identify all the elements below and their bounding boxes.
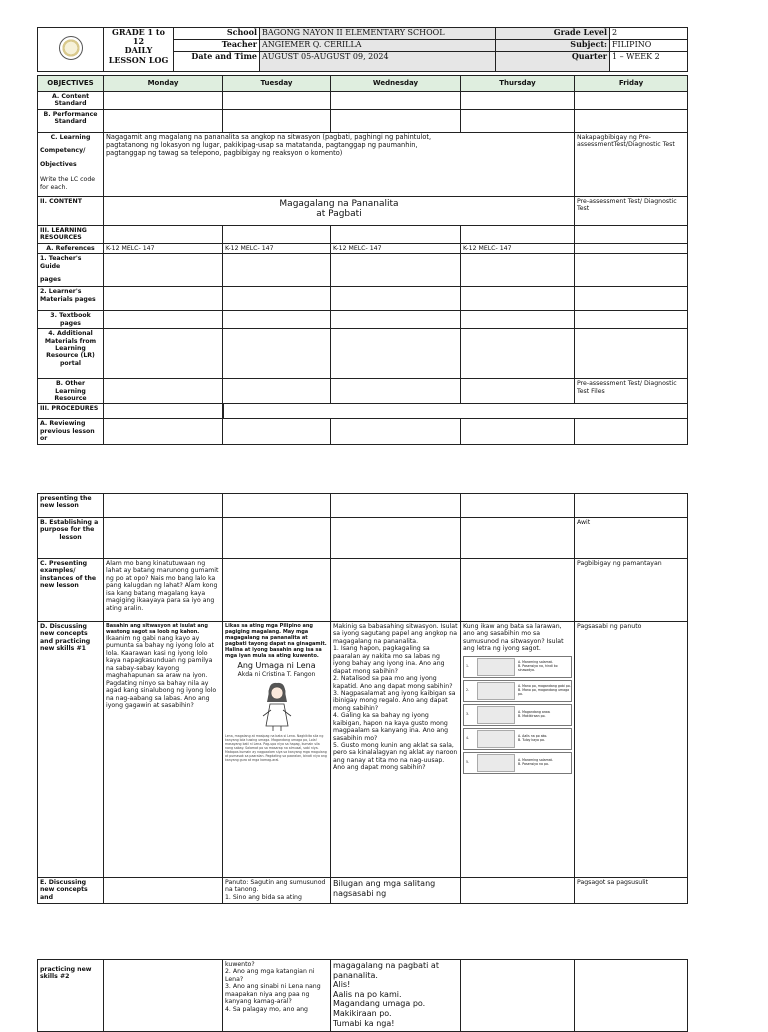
grade-title: GRADE 1 to 12 — [112, 27, 165, 47]
discussing-1-wednesday: Makinig sa babasahing sitwasyon. Isulat sa iyong sagutang papel ang angkop na magagalang na pananalita. 1. Isang hapon, pagkagaling sa paaralan ay nakita mo sa labas ng iyong bahay ang iyong ina. Ano ang dapat mong sabihin? 2. Natalisod sa paa mo ang iyong kapatid. Ano ang dapat mong sabihin? 3. Nagpasalamat ang iyong kaibigan sa ibinigay mong regalo. Ano ang dapat mong sabihin? 4. Galing ka sa bahay ng iyong kaibigan, hapon na kaya gusto mong magpaalam sa kanyang ina. Ano ang sasabihin mo? 5. Gusto mong kunin ang aklat sa sala, pero sa kinalalagyan ng aklat ay naroon ang nanay at tita mo na nag-uusap. Ano ang dapat mong sabihin? — [331, 622, 461, 878]
content-standard-label: A. Content Standard — [38, 92, 104, 110]
page-1 — [37, 27, 688, 445]
page-2 — [37, 493, 688, 904]
school-value: BAGONG NAYON II ELEMENTARY SCHOOL — [260, 28, 496, 40]
choice-item: 2. A. Mano po, magandang gabi po. B. Mano po, magandang umaga po. — [463, 680, 572, 702]
learning-competency-friday: Nakapagbibigay ng Pre-assessmentTest/Diagnostic Test — [575, 132, 688, 196]
practicing-2-tuesday: kuwento? 2. Ano ang mga katangian ni Lena? 3. Ano ang sinabi ni Lena nang maapakan niya ang paa ng kanyang kamag-aral? 4. Sa palagay mo, ano ang — [223, 960, 331, 1032]
ref-tuesday: K-12 MELC- 147 — [223, 243, 331, 253]
ref-monday: K-12 MELC- 147 — [104, 243, 223, 253]
subject-value: FILIPINO — [610, 40, 688, 52]
log-title — [104, 28, 174, 72]
content-label: II. CONTENT — [38, 196, 104, 225]
choice-list — [463, 656, 572, 774]
textbook-label: 3. Textbook pages — [38, 311, 104, 329]
learning-resources-label: III. LEARNING RESOURCES — [38, 225, 104, 243]
log-title-daily: DAILY — [124, 45, 153, 56]
quarter-value: 1 – WEEK 2 — [610, 52, 688, 72]
content-title: Magagalang na Pananalita at Pagbati — [104, 196, 575, 225]
story-text: Lena, magalang at masipag na bata si Lena. Nagkikita sila ng kanyang lola tuwing umaga. Magandang umaga po, Lola! masayang bati ni Lena. Pag-upo niya sa hapag, kumain sila nang sabay. Salamat po sa masarap na almusal, sabi niya. Matapos kumain ay nagpaalam siya sa kanyang mga magulang at pumasok sa paaralan. Pagdating sa paaralan, binati niya ang kanyang guro at mga kamag-aral. — [225, 733, 327, 762]
date-value: AUGUST 05-AUGUST 09, 2024 — [260, 52, 496, 72]
content-friday: Pre-assessment Test/ Diagnostic Test — [575, 196, 688, 225]
log-title-lesson-log: LESSON LOG — [108, 54, 169, 65]
date-label: Date and Time — [174, 52, 260, 72]
teacher-value: ANGIEMER Q. CERILLA — [260, 40, 496, 52]
grade-level-value: 2 — [610, 28, 688, 40]
discussing-1-friday: Pagsasabi ng panuto — [575, 622, 688, 878]
ref-thursday: K-12 MELC- 147 — [461, 243, 575, 253]
teachers-guide-label: 1. Teacher's Guide pages — [38, 254, 104, 287]
lesson-table-continued — [37, 493, 688, 904]
establishing-purpose-label: B. Establishing a purpose for the lesson — [38, 518, 104, 559]
story-title: Ang Umaga ni Lena — [237, 661, 316, 670]
deped-seal — [38, 28, 104, 72]
situation-picture-icon — [477, 754, 515, 772]
choice-item: 3. A. Magandang araw. B. Makikiraan po. — [463, 704, 572, 726]
lesson-table — [37, 75, 688, 445]
subject-label: Subject: — [496, 40, 610, 52]
discussing-1-monday: Basahin ang sitwasyon at isulat ang wastong sagot sa loob ng kahon. Ikaanim ng gabi nang kayo ay pumunta sa bahay ng iyong lolo at lola. Kaarawan kasi ng iyong lolo kaya napagkasunduan ng pamilya na sabay-sabay kayong maghahapunan sa araw na iyon. Pagdating ninyo sa bahay nila ay agad kang sinalubong ng iyong lolo na nag-aabang sa labas. Ano ang iyong gagawin at sasabihin? — [104, 622, 223, 878]
monday-header: Monday — [104, 76, 223, 92]
presenting-examples-monday: Alam mo bang kinatutuwaan ng lahat ay batang marunong gumamit ng po at opo? Nais mo bang lalo ka pang kalugdan ng lahat? Alam kong isa kang batang magalang kaya magiging ikaayaya para sa iyo ang ating aralin. — [104, 559, 223, 622]
discussing-2-wednesday: Bilugan ang mga salitang nagsasabi ng — [331, 878, 461, 904]
performance-standard-label: B. Performance Standard — [38, 109, 104, 132]
girl-illustration-icon — [259, 680, 295, 732]
choice-item: 5. A. Maraming salamat. B. Pasensiya na po. — [463, 752, 572, 774]
objectives-header: OBJECTIVES — [38, 76, 104, 92]
learners-materials-label: 2. Learner's Materials pages — [38, 287, 104, 311]
teacher-label: Teacher — [174, 40, 260, 52]
reviewing-label: A. Reviewing previous lesson or — [38, 419, 104, 444]
discussing-1-thursday: Kung ikaw ang bata sa larawan, ano ang sasabihin mo sa sumusunod na sitwasyon? Isulat ang letra ng iyong sagot. 1. A. Maraming salamat. B. Pasensiya na, hindi ko sinasadya. 2. A. Mano po, magandang gabi po. B. Mano po, magandang umaga po. 3. A. Magandang araw. B. Makikiraan po. 4. A. Aalis na po ako. B. Tuloy kayo po. 5. A. Maraming salamat. B. Pasensiya na po. — [461, 622, 575, 878]
practicing-2-wednesday: magagalang na pagbati at pananalita. Alis! Aalis na po kami. Magandang umaga po. Makikiraan po. Tumabi ka nga! — [331, 960, 461, 1032]
practicing-skills-2-label: practicing new skills #2 — [38, 960, 104, 1032]
learning-competency-text: Nagagamit ang magalang na pananalita sa angkop na sitwasyon (pagbati, paghingi ng pahintulot, pagtatanong ng lokasyon ng lugar, pakikipag-usap sa matatanda, pagtanggap ng paumanhin, pagtanggap ng tawag sa telepono, pagbibigay ng reaksyon o komento) — [104, 132, 575, 196]
situation-picture-icon — [477, 706, 515, 724]
references-label: A. References — [38, 243, 104, 253]
story-author: Akda ni Cristina T. Fangon — [237, 670, 316, 678]
friday-header: Friday — [575, 76, 688, 92]
quarter-label: Quarter — [496, 52, 610, 72]
choice-item: 4. A. Aalis na po ako. B. Tuloy kayo po. — [463, 728, 572, 750]
other-resources-friday: Pre-assessment Test/ Diagnostic Test Files — [575, 379, 688, 404]
learning-competency-label: C. Learning Competency/ Objectives Write the LC code for each. — [38, 132, 104, 196]
grade-level-label: Grade Level — [496, 28, 610, 40]
presenting-examples-friday: Pagbibigay ng pamantayan — [575, 559, 688, 622]
page-3 — [37, 959, 688, 1032]
wednesday-header: Wednesday — [331, 76, 461, 92]
discussing-2-tuesday: Panuto: Sagutin ang sumusunod na tanong. 1. Sino ang bida sa ating — [223, 878, 331, 904]
thursday-header: Thursday — [461, 76, 575, 92]
discussing-1-label: D. Discussing new concepts and practicing new skills #1 — [38, 622, 104, 878]
presenting-new-lesson-label: presenting the new lesson — [38, 494, 104, 518]
header-table — [37, 27, 688, 72]
deped-seal-icon — [59, 36, 83, 60]
presenting-examples-label: C. Presenting examples/ instances of the new lesson — [38, 559, 104, 622]
choice-item: 1. A. Maraming salamat. B. Pasensiya na, hindi ko sinasadya. — [463, 656, 572, 678]
school-label: School — [174, 28, 260, 40]
discussing-2-label: E. Discussing new concepts and — [38, 878, 104, 904]
ref-wednesday: K-12 MELC- 147 — [331, 243, 461, 253]
tuesday-header: Tuesday — [223, 76, 331, 92]
situation-picture-icon — [477, 682, 515, 700]
other-resources-label: B. Other Learning Resource — [38, 379, 104, 404]
lesson-table-page-3 — [37, 959, 688, 1032]
additional-materials-label: 4. Additional Materials from Learning Resource (LR) portal — [38, 329, 104, 379]
establishing-friday: Awit — [575, 518, 688, 559]
discussing-2-friday: Pagsagot sa pagsusulit — [575, 878, 688, 904]
situation-picture-icon — [477, 658, 515, 676]
procedures-label: III. PROCEDURES — [38, 404, 104, 419]
discussing-1-tuesday: Likas sa ating mga Pilipino ang pagiging magalang. May mga magagalang na pananalita at pagbati tayong dapat na ginagamit. Halina at iyong basahin ang isa sa mga iyan mula sa ating kuwento. Ang Umaga ni Lena Akda ni Cristina T. Fangon Lena, magalang at masipag na bata si Lena. Nagkikita sila ng kanyang lola tuwing umaga. Magandang umaga po, Lola! masayang bati ni Lena. Pag-upo niya sa hapag, kumain sila nang sabay. Salamat po sa masarap na almusal, sabi niya. Matapos kumain ay nagpaalam siya sa kanyang mga magulang at pumasok sa paaralan. Pagdating sa paaralan, binati niya ang kanyang guro at mga kamag-aral. — [223, 622, 331, 878]
situation-picture-icon — [477, 730, 515, 748]
